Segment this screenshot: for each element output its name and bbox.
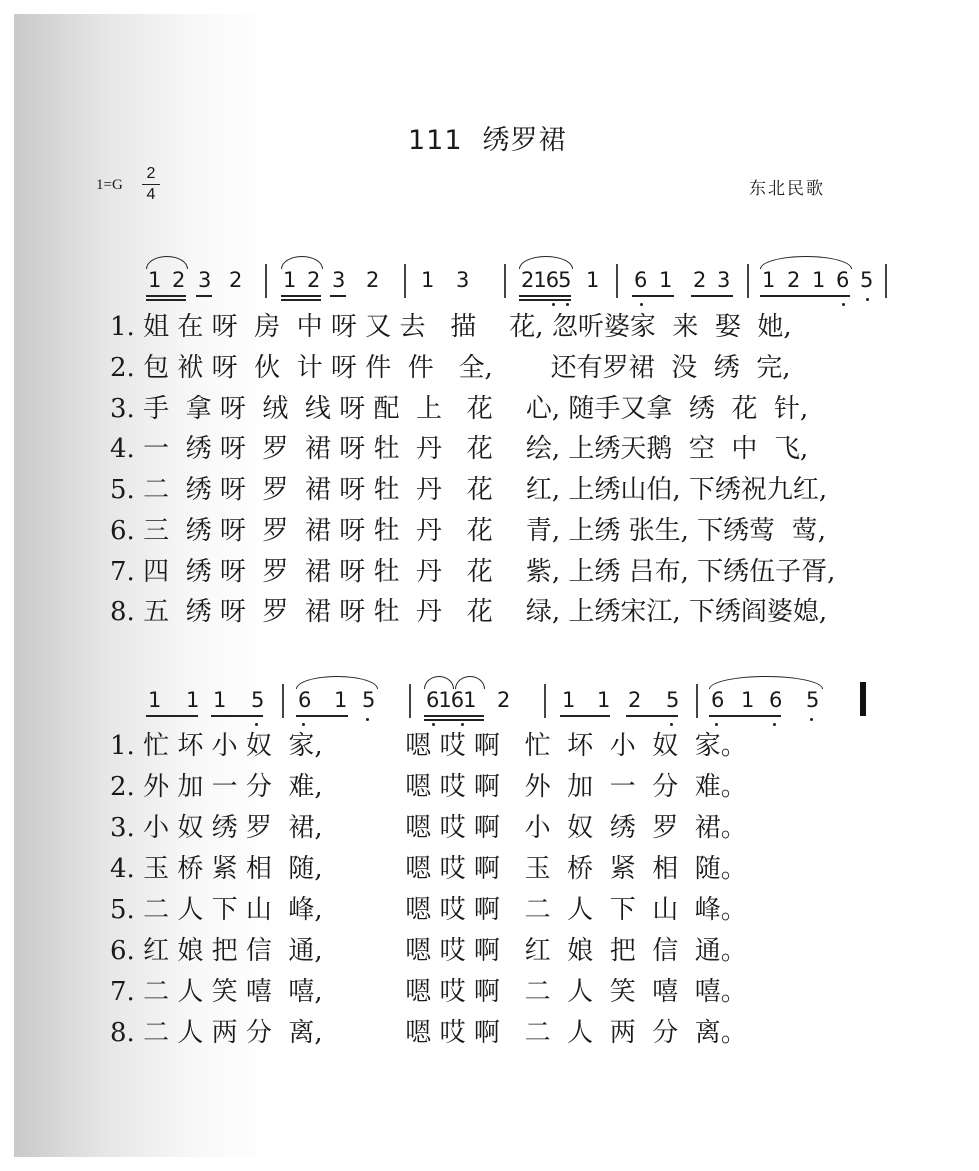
note: 2 (229, 268, 243, 292)
bar-line (409, 684, 411, 718)
note: 1 (283, 268, 297, 292)
bar-line (265, 264, 267, 298)
beam (424, 715, 484, 717)
note: 1 (421, 268, 435, 292)
octave-dot (773, 723, 776, 726)
octave-dot (842, 303, 845, 306)
beam (281, 299, 321, 301)
meter-line (142, 184, 160, 185)
beam (211, 715, 263, 717)
octave-dot (366, 718, 369, 721)
beam (709, 715, 781, 717)
note: 6 (836, 268, 850, 292)
note: 1 (562, 688, 576, 712)
beam (626, 715, 678, 717)
lyric-line: 8. 二 人 两 分 离, 嗯 哎 啊 二 人 两 分 离。 (110, 1018, 747, 1048)
beam (296, 715, 348, 717)
bar-line (885, 264, 887, 298)
beam (760, 295, 850, 297)
beam (146, 295, 186, 297)
bar-line (504, 264, 506, 298)
note: 3 (717, 268, 731, 292)
beam (519, 299, 571, 301)
lyric-line: 4. 一 绣 呀 罗 裙 呀 牡 丹 花 绘, 上绣天鹅 空 中 飞, (110, 434, 809, 464)
note: 1 (148, 268, 162, 292)
meter-top: 2 (146, 165, 156, 182)
note: 5 (251, 688, 265, 712)
beam (632, 295, 674, 297)
lyric-line: 6. 红 娘 把 信 通, 嗯 哎 啊 红 娘 把 信 通。 (110, 936, 747, 966)
song-title (408, 118, 567, 157)
note: 2 (307, 268, 321, 292)
note: 1 (213, 688, 227, 712)
lyric-line: 3. 小 奴 绣 罗 裙, 嗯 哎 啊 小 奴 绣 罗 裙。 (110, 813, 747, 843)
note: 1 (586, 268, 600, 292)
note: 1 (148, 688, 162, 712)
lyric-line: 7. 四 绣 呀 罗 裙 呀 牡 丹 花 紫, 上绣 吕布, 下绣伍子胥, (110, 557, 836, 587)
key-signature: 1=G (96, 177, 123, 193)
note-group: 6161 (426, 688, 476, 712)
note: 1 (186, 688, 200, 712)
bar-line (282, 684, 284, 718)
note: 2 (366, 268, 380, 292)
bar-line (616, 264, 618, 298)
note: 2 (497, 688, 511, 712)
note: 1 (334, 688, 348, 712)
bar-line (747, 264, 749, 298)
note-group: 2165 (521, 268, 571, 292)
note: 3 (198, 268, 212, 292)
note: 1 (812, 268, 826, 292)
octave-dot (810, 718, 813, 721)
lyric-line: 1. 姐 在 呀 房 中 呀 又 去 描 花, 忽听婆家 来 娶 她, (110, 312, 792, 342)
note: 6 (298, 688, 312, 712)
final-bar (860, 682, 866, 716)
note: 6 (769, 688, 783, 712)
note: 5 (806, 688, 820, 712)
beam (519, 295, 571, 297)
beam (560, 715, 610, 717)
beam (281, 295, 321, 297)
bar-line (696, 684, 698, 718)
beam (196, 295, 212, 297)
beam (691, 295, 733, 297)
song-number: 111 (408, 125, 463, 156)
time-signature (142, 165, 160, 204)
note: 1 (741, 688, 755, 712)
note: 2 (693, 268, 707, 292)
lyric-line: 5. 二 人 下 山 峰, 嗯 哎 啊 二 人 下 山 峰。 (110, 895, 747, 925)
note: 1 (659, 268, 673, 292)
meter-bottom: 4 (146, 186, 156, 203)
beam (424, 719, 484, 721)
beam (146, 715, 198, 717)
note: 6 (634, 268, 648, 292)
lyric-line: 2. 外 加 一 分 难, 嗯 哎 啊 外 加 一 分 难。 (110, 772, 747, 802)
lyric-line: 5. 二 绣 呀 罗 裙 呀 牡 丹 花 红, 上绣山伯, 下绣祝九红, (110, 475, 828, 505)
bar-line (544, 684, 546, 718)
note: 5 (860, 268, 874, 292)
song-name: 绣罗裙 (482, 125, 567, 156)
lyric-line: 1. 忙 坏 小 奴 家, 嗯 哎 啊 忙 坏 小 奴 家。 (110, 731, 747, 761)
lyric-line: 2. 包 袱 呀 伙 计 呀 件 件 全, 还有罗裙 没 绣 完, (110, 353, 791, 383)
note: 5 (666, 688, 680, 712)
note: 6 (711, 688, 725, 712)
note: 5 (362, 688, 376, 712)
beam (146, 299, 186, 301)
note: 2 (172, 268, 186, 292)
note: 2 (787, 268, 801, 292)
note: 3 (332, 268, 346, 292)
octave-dot (866, 298, 869, 301)
lyric-line: 7. 二 人 笑 嘻 嘻, 嗯 哎 啊 二 人 笑 嘻 嘻。 (110, 977, 747, 1007)
lyric-line: 6. 三 绣 呀 罗 裙 呀 牡 丹 花 青, 上绣 张生, 下绣莺 莺, (110, 516, 826, 546)
lyric-line: 4. 玉 桥 紧 相 随, 嗯 哎 啊 玉 桥 紧 相 随。 (110, 854, 747, 884)
note: 1 (597, 688, 611, 712)
beam (330, 295, 346, 297)
note: 1 (762, 268, 776, 292)
lyric-line: 3. 手 拿 呀 绒 线 呀 配 上 花 心, 随手又拿 绣 花 针, (110, 394, 809, 424)
note: 2 (628, 688, 642, 712)
song-origin: 东北民歌 (749, 179, 825, 199)
bar-line (404, 264, 406, 298)
note: 3 (456, 268, 470, 292)
lyric-line: 8. 五 绣 呀 罗 裙 呀 牡 丹 花 绿, 上绣宋江, 下绣阎婆媳, (110, 597, 828, 627)
